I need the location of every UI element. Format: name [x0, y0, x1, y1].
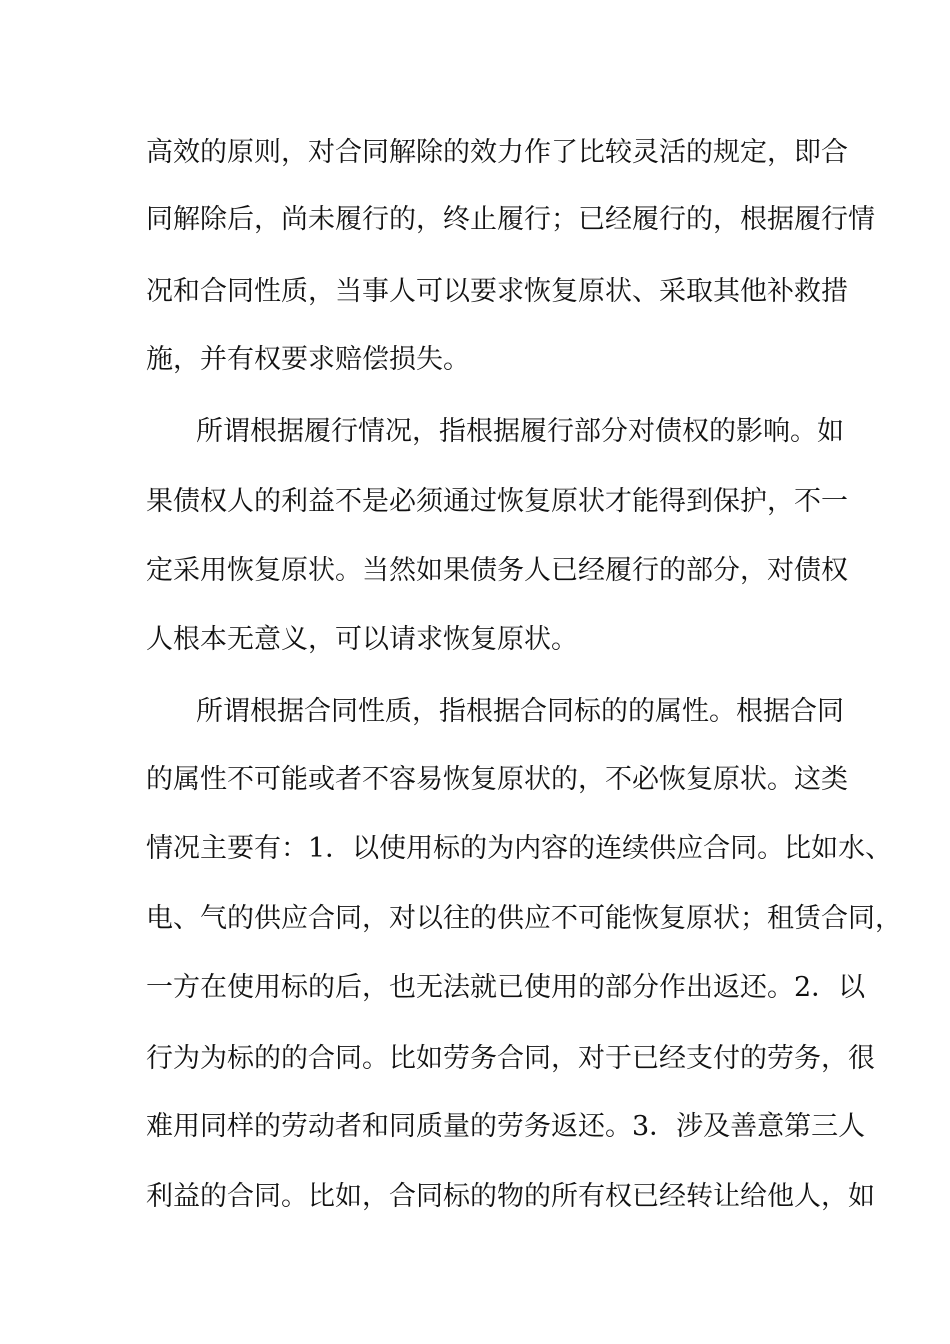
text-line: 的属性不可能或者不容易恢复原状的，不必恢复原状。这类	[146, 764, 848, 795]
text-line: 电、气的供应合同，对以往的供应不可能恢复原状；租赁合同，	[146, 903, 902, 934]
text-line: 所谓根据履行情况，指根据履行部分对债权的影响。如	[196, 416, 844, 447]
text-line: 一方在使用标的后，也无法就已使用的部分作出返还。2．以	[146, 972, 866, 1003]
text-line: 所谓根据合同性质，指根据合同标的的属性。根据合同	[196, 696, 844, 727]
text-line: 难用同样的劳动者和同质量的劳务返还。3．涉及善意第三人	[146, 1111, 866, 1142]
text-line: 行为为标的的合同。比如劳务合同，对于已经支付的劳务，很	[146, 1043, 875, 1074]
text-line: 定采用恢复原状。当然如果债务人已经履行的部分，对债权	[146, 555, 848, 586]
text-line: 高效的原则，对合同解除的效力作了比较灵活的规定，即合	[146, 137, 848, 168]
text-line: 施，并有权要求赔偿损失。	[146, 344, 470, 375]
text-line: 同解除后，尚未履行的，终止履行；已经履行的，根据履行情	[146, 204, 875, 235]
text-line: 果债权人的利益不是必须通过恢复原状才能得到保护，不一	[146, 486, 848, 517]
text-line: 情况主要有：1．以使用标的为内容的连续供应合同。比如水、	[146, 833, 893, 864]
text-line: 利益的合同。比如，合同标的物的所有权已经转让给他人，如	[146, 1181, 875, 1212]
text-line: 人根本无意义，可以请求恢复原状。	[146, 624, 578, 655]
text-line: 况和合同性质，当事人可以要求恢复原状、采取其他补救措	[146, 276, 848, 307]
